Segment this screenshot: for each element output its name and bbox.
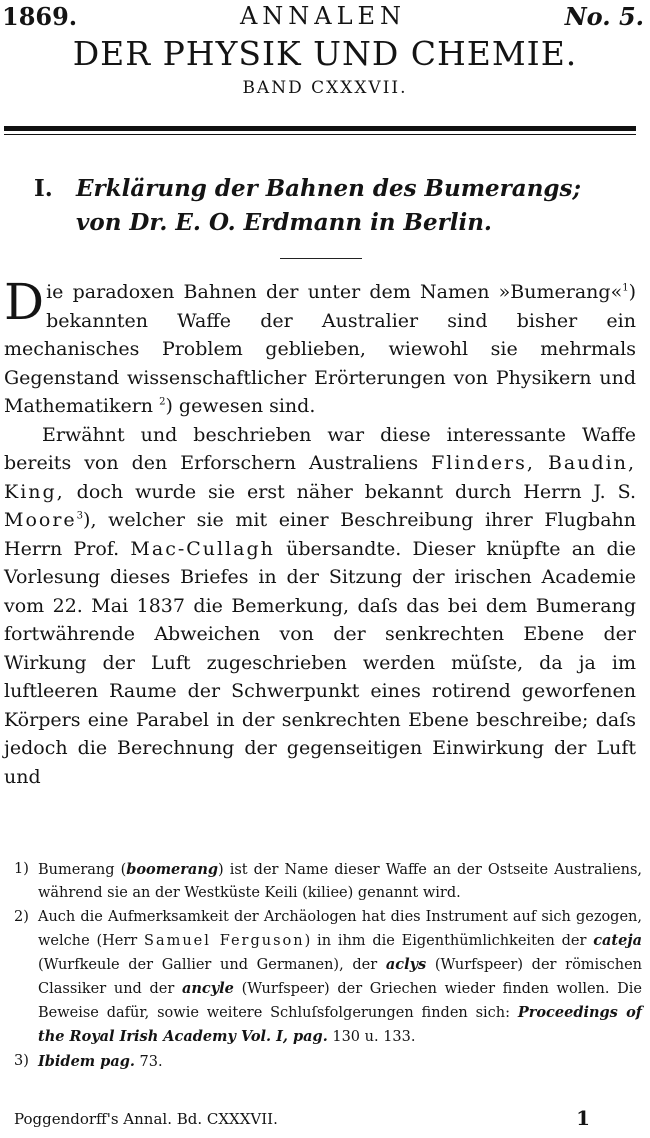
page-number: 1 [576, 1106, 590, 1130]
footnotes [14, 858, 642, 1075]
header-rule-thick [4, 126, 636, 131]
footnote-2 [14, 906, 642, 1049]
footnote-1-number: 1) [14, 861, 29, 877]
footnote-1 [14, 858, 642, 905]
paragraph-2-text-d: übersandte. Dieser knüpfte an die Vorlesung dieses Briefes in der Sitzung der irischen Academie vom 22. Mai 1837 die Bemerkung, daſs das bei dem Bumerang fortwährende Abweichen von der senkrechten Ebene der Wirkung der Luft zugeschrieben werden müſste, da ja im luftleeren Raume der Schwerpunkt eines rotirend geworfenen Körpers eine Parabel in der senkrechten Ebene beschreibe; daſs jedoch die Berechnung der gegenseitigen Einwirkung der Luft und [4, 537, 636, 788]
footnote-2-text-a: Auch die Aufmerksamkeit der Archäologen hat dies Instrument auf sich gezogen, welche (Herr [38, 909, 642, 949]
term-ancyle: ancyle [181, 980, 234, 997]
issue-number: No. 5. [564, 2, 644, 31]
footnote-3-text-b: 73. [139, 1054, 163, 1070]
drop-cap: D [4, 273, 45, 331]
footnote-2-text-c: (Wurfkeule der Gallier und Germanen), der [38, 957, 378, 973]
paragraph-1-text-a: ie paradoxen Bahnen der unter dem Namen »Bumerang« [46, 281, 623, 303]
page-footer [14, 1106, 590, 1134]
footnote-2-text-d: (Wurfspeer) der römischen Classiker und der [38, 957, 643, 997]
paragraph-2-text-c: ), welcher sie mit einer Beschreibung ihrer Flugbahn Herrn Prof. [4, 509, 636, 560]
paragraph-2 [4, 421, 636, 792]
term-cateja: cateja [593, 932, 642, 949]
footnote-2-text-b: ) in ihm die Eigenthümlichkeiten der [304, 933, 587, 949]
journal-subtitle: DER PHYSIK UND CHEMIE. [72, 34, 578, 73]
title-divider [280, 258, 362, 259]
article-title-line2: von Dr. E. O. Erdmann in Berlin. [76, 209, 492, 236]
paragraph-1 [4, 273, 636, 421]
running-header [2, 2, 644, 34]
paragraph-2-text-a: Erwähnt und beschrieben war diese interessante Waffe bereits von den Erforschern Australiens [4, 423, 636, 474]
footnote-ref-1: 1 [622, 282, 629, 294]
journal-name: ANNALEN [239, 2, 407, 30]
name-baudin: Baudin, [547, 452, 636, 474]
citation-proceedings: Proceedings of the Royal Irish Academy Vol. I, pag. [38, 1004, 642, 1045]
footnote-2-text-e: (Wurfspeer) der Griechen wieder finden wollen. Die Beweise dafür, sowie weitere Schluſsfolgerungen finden sich: [38, 981, 643, 1021]
paragraph-1-text-b: ) bekannten Waffe der Australier sind bisher ein mechanisches Problem geblieben, wiewohl sie mehrmals Gegenstand wissenschaftlicher Erörterungen von Physikern und Mathematikern [4, 281, 636, 417]
name-moore: Moore [4, 509, 77, 531]
footnote-3-number: 3) [14, 1053, 29, 1069]
header-year: 1869. [2, 2, 78, 31]
name-king: King, [4, 480, 65, 503]
name-mac-cullagh: Mac-Cullagh [130, 537, 275, 560]
footnote-1-text-a: Bumerang ( [38, 862, 127, 878]
footnote-3-italic: Ibidem pag. [38, 1053, 135, 1070]
header-rule-thin [4, 134, 636, 135]
volume-label: BAND CXXXVII. [242, 78, 408, 98]
article-title-line1: Erklärung der Bahnen des Bumerangs; [76, 175, 581, 202]
printer-signature: Poggendorff's Annal. Bd. CXXXVII. [14, 1110, 278, 1128]
name-flinders: Flinders, [431, 452, 535, 474]
footnote-3 [14, 1050, 642, 1074]
paragraph-2-text-b: doch wurde sie erst näher bekannt durch Herrn J. S. [76, 480, 636, 503]
paragraph-1-text-c: ) gewesen sind. [165, 395, 316, 417]
article-title [34, 172, 616, 240]
footnote-1-text-b: ) ist der Name dieser Waffe an der Ostseite Australiens, während sie an der Westküste Keili (kiliee) genannt wird. [38, 862, 642, 901]
footnote-ref-2: 2 [159, 396, 166, 408]
name-ferguson: Samuel Ferguson [144, 933, 305, 949]
footnote-2-number: 2) [14, 909, 29, 925]
footnote-ref-3: 3 [76, 510, 84, 522]
term-aclys: aclys [385, 956, 427, 973]
article-number: I. [34, 175, 53, 202]
article-body [4, 273, 636, 791]
footnote-2-text-f: 130 u. 133. [332, 1029, 416, 1045]
footnote-1-italic: boomerang [126, 861, 218, 878]
